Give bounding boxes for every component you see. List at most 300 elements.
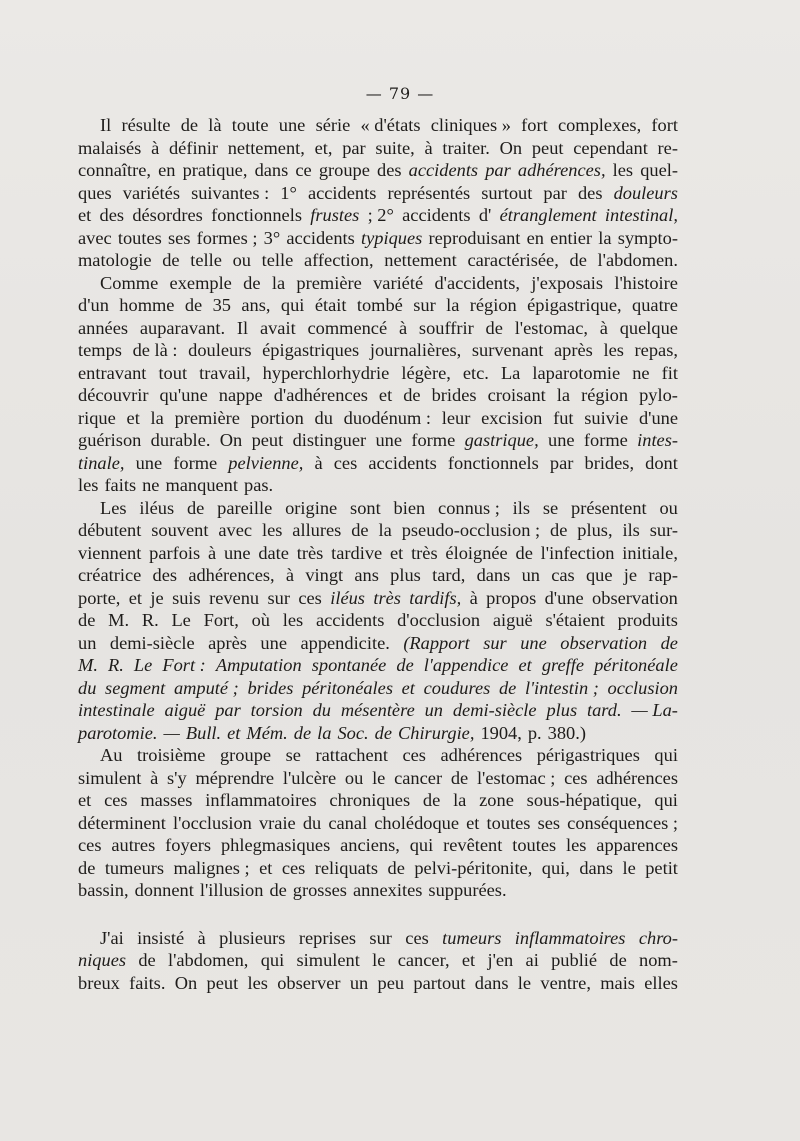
word: plus [390,565,421,585]
word: ils [512,497,531,518]
word: à [599,317,608,338]
word: les [261,520,283,540]
word: l'ulcère [282,767,337,788]
word: de [498,677,517,698]
word: ques [78,182,112,203]
word: Comme [100,272,159,293]
word: etc. [462,362,489,383]
word: sur [483,632,507,653]
text-line [78,857,678,880]
word: (Rapport [403,632,470,653]
word: qui [280,295,305,315]
text-line [78,114,678,137]
text-line [78,159,678,182]
word: du [78,677,97,698]
word: tardifs, [409,587,462,608]
word: exemple [169,272,232,293]
word: années [78,317,129,338]
word: matologie [78,250,152,270]
word: masses [140,790,193,810]
word: à [424,137,433,158]
word: croisant [487,385,546,405]
word: la [453,790,467,810]
word: inflammatoires [205,790,317,810]
word: surtout [481,182,533,203]
word: du [302,812,322,833]
word: fort [651,115,678,135]
word: suivantes : [191,182,270,203]
word: des [99,205,125,225]
word: mésentère [340,700,415,720]
word: l'abdomen, [167,950,249,970]
word: une [223,542,251,563]
word: représentés [387,182,471,203]
word: souffrir [418,317,474,338]
word: la [446,295,460,315]
word: entravant [78,362,147,383]
word: adhérences [440,745,523,765]
word: groupe [219,745,272,765]
word: torsion [250,700,303,720]
word: fonctionnels [447,452,539,473]
word: faits [104,475,137,495]
word: accidents [315,610,385,630]
word: la [150,407,164,428]
word: insisté [137,927,185,948]
word: par [485,160,511,180]
word: les [603,340,624,360]
word: telle [190,250,222,270]
word: qui [260,950,285,970]
word: la [317,722,332,743]
word: ou [344,767,364,788]
word: auparavant. [139,317,226,338]
text-line [78,362,678,385]
word: présentent [571,497,647,518]
word: péritonéales [302,677,393,698]
word: découvrir [78,385,149,405]
word: ces [281,857,306,878]
word: Fort, [203,610,239,630]
word: vraie [258,812,296,833]
word: avec [218,520,253,540]
word: malaisés [78,137,142,158]
word: de [78,857,96,878]
word: un [424,700,443,720]
word: de [515,542,533,563]
text-line [78,384,678,407]
word: adhérences, [517,160,606,180]
word: nettement, [227,137,305,158]
word: conséquences ; [567,812,678,833]
text-line [78,249,678,272]
word: quel- [640,160,678,180]
word: des [152,565,178,585]
word: je [623,565,638,585]
word: ; 2° [367,205,394,225]
word: d'une [638,407,678,428]
word: de [184,295,203,315]
word: de [138,950,156,970]
word: toute [231,115,269,135]
text-line [78,949,678,972]
word: tard, [432,565,466,585]
word: définir [168,137,218,158]
word: commencé [307,317,388,338]
word: produits [617,610,678,630]
word: suite, [375,137,415,158]
word: revenu [209,587,260,608]
word: les [566,835,587,855]
word: bien [393,497,426,518]
word: greffe [541,655,585,675]
word: journalières, [369,340,462,360]
word: un [349,972,369,993]
word: nom- [639,950,678,970]
word: avec [78,227,112,248]
word: et [461,950,476,970]
word: une [135,452,163,473]
word: cancer, [397,950,450,970]
word: ils [622,520,640,540]
word: forme [583,430,628,450]
word: une [548,430,575,450]
word: sur- [649,520,678,540]
word: ces [564,767,588,788]
text-line [78,497,678,520]
word: iléus [330,587,365,608]
word: que [585,565,613,585]
word: la [556,385,571,405]
word: forme [411,430,456,450]
word: de [396,655,414,675]
text-line [78,474,678,497]
word: légère, [401,362,451,383]
word: observation [592,587,678,608]
word: de [609,950,627,970]
word: des [377,160,402,180]
word: demi-siècle [452,700,537,720]
word: l'estomac, [514,317,588,338]
word: cholédoque [374,812,460,833]
word: petit [645,857,678,878]
paragraph-gap [78,902,678,927]
word: iléus [139,497,175,518]
word: souvent [151,520,209,540]
word: tinale, [78,452,125,473]
word: zone [479,790,514,810]
word: suppurées. [428,880,507,900]
word: région [581,385,629,405]
word: donnent [134,880,194,900]
word: dans [474,972,509,993]
word: breux [78,972,120,993]
word: M. [78,655,98,675]
word: connaître, [78,160,152,180]
word: date [258,542,289,563]
word: et, [314,137,333,158]
word: — [163,722,180,743]
word: était [314,295,347,315]
word: où [251,610,270,630]
word: de [450,767,469,788]
word: par [215,700,241,720]
text-line [78,722,678,745]
word: de [293,722,312,743]
word: de [387,857,405,878]
text-line [78,407,678,430]
word: formes ; [196,227,258,248]
word: chroniques [329,790,411,810]
word: intestinale [78,700,155,720]
text-line [78,812,678,835]
text-line [78,879,678,902]
word: telle [261,250,294,270]
word: par [543,182,567,203]
word: et [78,205,92,225]
word: Chirurgie, [397,722,475,743]
word: 380.) [547,722,586,743]
word: et [259,857,273,878]
word: et [378,385,393,405]
word: de [374,722,392,743]
word: et [78,790,92,810]
text-line [78,564,678,587]
word: variété [373,272,424,293]
word: publié [551,950,598,970]
word: de [403,385,421,405]
word: accidents [286,227,355,248]
word: coudures [423,677,491,698]
word: pelvi-péritonite, [414,857,533,878]
word: l'abdomen. [597,250,678,270]
word: première [296,272,362,293]
word: l'occlusion [172,812,252,833]
word: rattachent [315,745,388,765]
word: segment [105,677,166,698]
word: durable. [150,430,211,450]
word: pelvienne, [228,452,304,473]
word: rap- [648,565,678,585]
word: anciens, [340,835,400,855]
word: pratique, [182,160,248,180]
word: accidents [402,205,471,225]
word: douleurs [188,340,252,360]
text-line [78,204,678,227]
word: On [174,972,198,993]
word: parotomie. [78,722,158,743]
word: par [342,137,366,158]
word: à [398,317,408,338]
word: le [517,972,532,993]
word: de [180,115,199,135]
word: l'intestin ; [524,677,599,698]
word: ces [402,745,426,765]
word: tard. [586,700,622,720]
word: canal [328,812,368,833]
word: ses [537,812,561,833]
word: se [542,497,559,518]
word: là [208,115,222,135]
word: Au [100,745,123,765]
word: ces [298,587,322,608]
word: toutes [117,227,162,248]
word: d'accidents, [434,272,520,293]
word: la [598,227,612,248]
word: d' [478,205,492,225]
word: j'en [487,950,514,970]
text-line [78,182,678,205]
word: caractérisée, [467,250,559,270]
word: revêtent [443,835,503,855]
word: entier [550,227,593,248]
word: M. [108,610,130,630]
word: une [520,632,547,653]
body-text [78,114,678,994]
word: en [158,160,176,180]
word: désordres [132,205,203,225]
word: La [500,362,521,383]
word: j'exposais [531,272,604,293]
word: le [622,857,636,878]
word: ans [354,565,379,585]
word: occlusion [607,677,678,698]
word: annexites [352,880,423,900]
word: première [174,407,240,428]
word: sur [413,295,436,315]
word: le [372,767,386,788]
word: à [285,565,295,585]
word: douleurs [613,182,678,203]
word: peu [377,972,405,993]
word: Bull. [185,722,222,743]
word: ne [142,475,160,495]
word: dans [579,857,614,878]
word: du [312,700,331,720]
word: péritonéale [594,655,678,675]
word: Mém. [246,722,288,743]
word: origine [285,497,338,518]
word: de [569,250,587,270]
word: faits. [129,972,166,993]
word: sont [350,497,381,518]
word: inflammatoires [514,927,626,948]
word: de [550,520,568,540]
word: Le [171,610,191,630]
word: qui, [541,857,570,878]
word: dont [645,452,678,473]
word: un [521,565,540,585]
word: l'appendice [423,655,509,675]
word: Fort : [162,655,206,675]
word: intes- [637,430,678,450]
word: résulte [121,115,171,135]
word: portion [250,407,304,428]
word: excision [481,407,543,428]
word: homme [119,295,175,315]
text-line [78,452,678,475]
word: ces [333,452,358,473]
word: l'illusion [199,880,264,900]
word: quelque [619,317,678,338]
word: malignes ; [173,857,250,878]
word: foyers [165,835,212,855]
word: troisième [137,745,206,765]
word: d'adhérences [273,385,368,405]
word: accidents [408,160,479,180]
word: à [469,587,478,608]
word: ans, [241,295,271,315]
word: Amputation [215,655,302,675]
word: de [186,497,205,518]
word: de [485,317,503,338]
word: initiale, [622,542,678,563]
text-line [78,542,678,565]
word: frustes [310,205,360,225]
word: fonctionnels [211,205,302,225]
word: pseudo-occlusion ; [401,520,541,540]
word: ces [104,790,128,810]
word: 1° [280,182,297,203]
word: d'une [544,587,584,608]
word: traiter. [442,137,490,158]
word: s'y [167,767,187,788]
word: d'un [78,295,109,315]
word: brides [431,385,477,405]
word: à [314,452,323,473]
word: complexes, [557,115,642,135]
word: variétés [122,182,180,203]
word: peut [531,137,564,158]
word: la [378,520,392,540]
word: méprendre [195,767,275,788]
word: à [150,767,159,788]
page-number: — 79 — [365,84,435,103]
word: On [499,137,523,158]
word: allures [292,520,342,540]
word: cancer [394,767,443,788]
word: tombé [356,295,403,315]
word: étranglement [499,205,597,225]
word: reprises [298,927,357,948]
word: porte, [78,587,121,608]
word: sur [369,927,392,948]
word: reliquats [314,857,379,878]
word: peut [206,972,239,993]
word: « d'états [360,115,421,135]
word: fort [521,115,548,135]
word: typiques [361,227,423,248]
word: suivie [584,407,629,428]
word: partout [413,972,466,993]
word: en [526,227,544,248]
word: ce [295,160,312,180]
word: et [518,655,532,675]
word: toutes [512,835,557,855]
text-line [78,744,678,767]
word: pylo- [639,385,678,405]
word: à [197,927,206,948]
word: ou [232,250,251,270]
word: des [577,182,603,203]
word: de [243,272,261,293]
word: de [422,790,441,810]
word: nettement [384,250,457,270]
word: fut [553,407,574,428]
word: dans [476,565,511,585]
word: d'occlusion [397,610,481,630]
word: simulent [296,950,360,970]
